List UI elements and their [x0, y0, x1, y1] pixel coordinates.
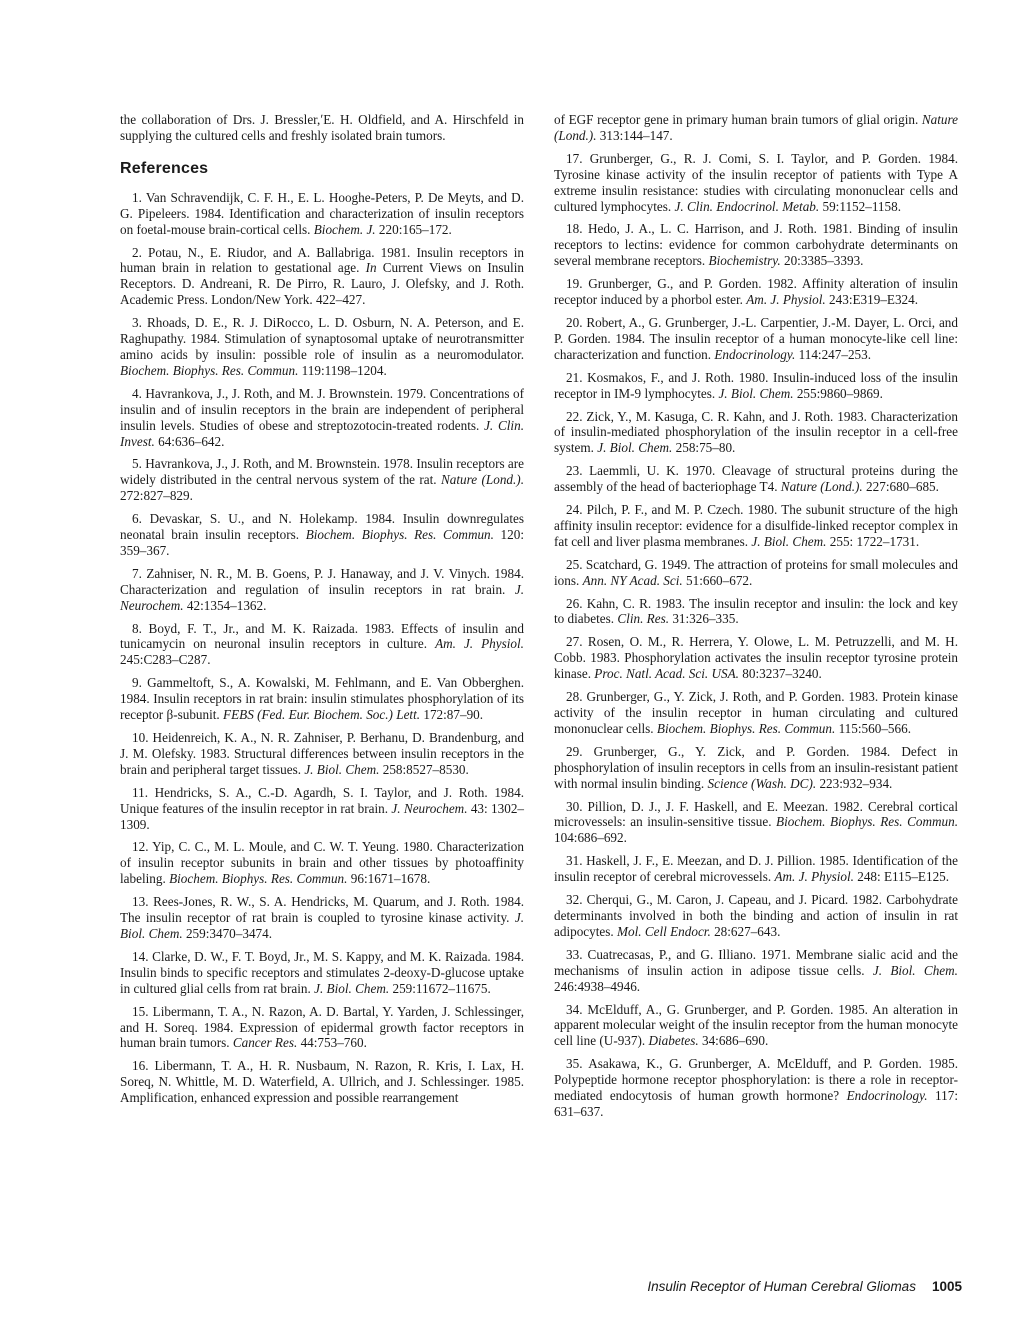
reference-text: 31. Haskell, J. F., E. Meezan, and D. J. Pillion. 1985. Identification of the insulin receptor of cerebral microvessels. — [554, 853, 958, 885]
reference-citation: 44:753–760. — [297, 1035, 367, 1051]
reference-text: 23. Laemmli, U. K. 1970. Cleavage of structural proteins during the assembly of the head of bacteriophage T4. — [554, 463, 958, 495]
reference-journal: Ann. NY Acad. Sci. — [582, 572, 683, 588]
reference-item — [554, 634, 958, 682]
reference-item — [554, 1002, 958, 1050]
reference-item — [120, 456, 524, 504]
reference-citation: 246:4938–4946. — [554, 978, 641, 994]
reference-citation: 115:560–566. — [835, 720, 911, 736]
reference-item — [120, 245, 524, 309]
reference-citation: 42:1354–1362. — [183, 597, 267, 613]
reference-journal: J. Biol. Chem. — [751, 533, 827, 549]
reference-text: 22. Zick, Y., M. Kasuga, C. R. Kahn, and J. Roth. 1983. Characterization of insulin-mediated phosphorylation of the insulin receptor in a cell-free system. — [554, 408, 958, 456]
reference-text: 4. Havrankova, J., J. Roth, and M. J. Brownstein. 1979. Concentrations of insulin and of insulin receptors in the brain are independent of peripheral insulin levels. Studies of obese and streptozotocin-treated rodents. — [120, 385, 524, 433]
reference-text: 34. McElduff, A., G. Grunberger, and P. Gorden. 1985. An alteration in apparent molecular weight of the insulin receptor from the human monocyte cell line (U-937). — [554, 1001, 958, 1049]
running-title: Insulin Receptor of Human Cerebral Gliomas — [647, 1279, 916, 1294]
reference-text: 3. Rhoads, D. E., R. J. DiRocco, L. D. Osburn, N. A. Peterson, and E. Raghupathy. 1984. Stimulation of synaptosomal uptake of neurotransmitter amino acids by insulin: possible role of insulin as a neuromodulator. — [120, 315, 524, 362]
page-number: 1005 — [931, 1279, 962, 1294]
reference-item — [554, 557, 958, 589]
reference-text: 35. Asakawa, K., G. Grunberger, A. McElduff, and P. Gorden. 1985. Polypeptide hormone receptor phosphorylation: is there a role in receptor-mediated endocytosis of human growth hormone? — [554, 1056, 958, 1104]
reference-journal: J. Neurochem. — [120, 581, 524, 613]
left-column — [120, 112, 524, 1113]
reference-text: 27. Rosen, O. M., R. Herrera, Y. Olowe, L. M. Petruzzelli, and M. H. Cobb. 1983. Phosphorylation activates the insulin receptor tyrosine protein kinase. — [554, 634, 958, 682]
reference-journal: Biochem. J. — [313, 221, 376, 237]
reference-journal: Biochem. Biophys. Res. Commun. — [656, 720, 836, 736]
reference-journal: Proc. Natl. Acad. Sci. USA. — [594, 666, 739, 682]
reference-journal: Nature (Lond.). — [780, 479, 863, 495]
reference-citation: 31:326–335. — [669, 611, 739, 627]
reference-item — [120, 949, 524, 997]
reference-journal: Biochemistry. — [708, 253, 781, 269]
reference-citation: 20:3385–3393. — [780, 253, 864, 269]
reference-item — [120, 511, 524, 559]
reference-item — [120, 621, 524, 669]
reference-citation: 243:E319–E324. — [825, 292, 919, 308]
reference-citation: 114:247–253. — [795, 346, 872, 362]
reference-text: 11. Hendricks, S. A., C.-D. Agardh, S. I. Taylor, and J. Roth. 1984. Unique features of the insulin receptor in rat brain. — [120, 784, 524, 816]
reference-citation: 245:C283–C287. — [120, 652, 211, 668]
reference-citation: 248: E115–E125. — [853, 869, 950, 885]
reference-text: 5. Havrankova, J., J. Roth, and M. Brownstein. 1978. Insulin receptors are widely distributed in the central nervous system of the rat. — [120, 456, 524, 488]
reference-citation: 64:636–642. — [154, 433, 225, 449]
reference-citation: 272:827–829. — [120, 488, 193, 504]
reference-journal: Endocrinology. — [714, 346, 796, 362]
section-heading: References — [120, 159, 209, 177]
reference-citation: Current Views on Insulin Receptors. D. Andreani, R. De Pirro, R. Lauro, J. Olefsky, and J. Roth. Academic Press. London/New York. 422–427. — [120, 260, 524, 308]
reference-text: 29. Grunberger, G., Y. Zick, and P. Gorden. 1984. Defect in phosphorylation of insulin receptors in cells from an insulin-resistant patient with normal insulin binding. — [554, 743, 958, 791]
reference-item — [554, 409, 958, 457]
reference-journal: Diabetes. — [648, 1033, 699, 1049]
reference-citation: 117: 631–637. — [554, 1088, 958, 1119]
reference-text: 8. Boyd, F. T., Jr., and M. K. Raizada. 1983. Effects of insulin and tunicamycin on neuronal insulin receptors in culture. — [120, 620, 524, 652]
reference-journal: J. Neurochem. — [391, 800, 468, 816]
reference-citation: 255:9860–9869. — [793, 385, 883, 401]
reference-citation: 255: 1722–1731. — [826, 533, 920, 549]
reference-journal: Nature (Lond.). — [440, 472, 524, 488]
reference-citation: 220:165–172. — [375, 221, 452, 237]
reference-text: 6. Devaskar, S. U., and N. Holekamp. 1984. Insulin downregulates neonatal brain insulin receptors. — [120, 511, 524, 543]
reference-item — [554, 744, 958, 792]
reference-citation: 96:1671–1678. — [347, 871, 431, 887]
reference-journal: Mol. Cell Endocr. — [617, 923, 711, 939]
reference-journal: Biochem. Biophys. Res. Commun. — [305, 527, 494, 543]
reference-text: 24. Pilch, P. F., and M. P. Czech. 1980. The subunit structure of the high affinity insulin receptor: evidence for a disulfide-linked receptor complex in fat cell and liver plasma membranes. — [554, 502, 958, 549]
reference-item — [120, 1058, 524, 1106]
reference-text: 32. Cherqui, G., M. Caron, J. Capeau, and J. Picard. 1982. Carbohydrate determinants involved in both the binding and action of insulin in rat adipocytes. — [554, 892, 958, 939]
reference-citation: 258:75–80. — [672, 440, 736, 456]
reference-journal: Am. J. Physiol. — [774, 869, 854, 885]
reference-journal: J. Biol. Chem. — [872, 962, 958, 978]
reference-item — [554, 151, 958, 215]
reference-item — [120, 839, 524, 887]
intro-paragraph: the collaboration of Drs. J. Bressler,ʹE. H. Oldfield, and A. Hirschfeld in supplying the cultured cells and freshly isolated brain tumors. — [120, 112, 524, 143]
reference-citation: 223:932–934. — [816, 775, 893, 791]
reference-text: 18. Hedo, J. A., L. C. Harrison, and J. Roth. 1981. Binding of insulin receptors to lectins: evidence for common carbohydrate determinants on several membrane receptors. — [554, 221, 958, 269]
reference-journal: J. Biol. Chem. — [314, 980, 390, 996]
reference-journal: Biochem. Biophys. Res. Commun. — [120, 362, 299, 378]
reference-item — [554, 502, 958, 550]
reference-journal: J. Clin. Invest. — [120, 417, 524, 449]
reference-text: 33. Cuatrecasas, P., and G. Illiano. 1971. Membrane sialic acid and the mechanisms of insulin action in adipose tissue cells. — [554, 946, 958, 978]
reference-citation: 172:87–90. — [420, 707, 484, 723]
reference-item — [554, 370, 958, 402]
reference-text: 12. Yip, C. C., M. L. Moule, and C. W. T. Yeung. 1980. Characterization of insulin receptor subunits in brain and other tissues by photoaffinity labeling. — [120, 839, 524, 887]
reference-text: 28. Grunberger, G., Y. Zick, J. Roth, and P. Gorden. 1983. Protein kinase activity of the insulin receptor in human circulating and cultured mononuclear cells. — [554, 689, 958, 736]
reference-journal: J. Biol. Chem. — [120, 910, 524, 941]
reference-citation: 59:1152–1158. — [819, 198, 901, 214]
reference-journal: Endocrinology. — [846, 1088, 928, 1104]
reference-text: 30. Pillion, D. J., J. F. Haskell, and E. Meezan. 1982. Cerebral cortical microvessels: an insulin-sensitive tissue. — [554, 798, 958, 830]
reference-journal: In — [365, 260, 377, 276]
reference-item — [120, 675, 524, 723]
reference-citation: 258:8527–8530. — [379, 761, 469, 777]
reference-item — [554, 689, 958, 737]
reference-text: of EGF receptor gene in primary human brain tumors of glial origin. — [554, 112, 922, 127]
reference-journal: J. Biol. Chem. — [304, 761, 380, 777]
reference-item — [554, 892, 958, 940]
reference-journal: Biochem. Biophys. Res. Commun. — [169, 871, 348, 887]
reference-journal: J. Biol. Chem. — [597, 440, 673, 456]
left-reference-list — [120, 190, 524, 1106]
reference-item — [120, 315, 524, 379]
reference-text: 26. Kahn, C. R. 1983. The insulin receptor and insulin: the lock and key to diabetes. — [554, 595, 958, 627]
reference-journal: Am. J. Physiol. — [746, 292, 826, 308]
reference-text: 2. Potau, N., E. Riudor, and A. Ballabriga. 1981. Insulin receptors in human brain in relation to gestational age. — [120, 244, 524, 276]
reference-journal: J. Clin. Endocrinol. Metab. — [674, 198, 820, 214]
reference-journal: Clin. Res. — [617, 611, 670, 627]
reference-item — [120, 785, 524, 833]
reference-citation: 34:686–690. — [698, 1033, 769, 1049]
reference-citation: 227:680–685. — [862, 479, 939, 495]
reference-item — [554, 463, 958, 495]
reference-item — [554, 276, 958, 308]
reference-text: 15. Libermann, T. A., N. Razon, A. D. Bartal, Y. Yarden, J. Schlessinger, and H. Soreq. 1984. Expression of epidermal growth factor receptors in human brain tumors. — [120, 1003, 524, 1051]
reference-item — [120, 730, 524, 778]
reference-item — [120, 566, 524, 614]
reference-journal: J. Biol. Chem. — [718, 385, 794, 401]
reference-citation: 313:144–147. — [596, 127, 673, 143]
reference-journal: Biochem. Biophys. Res. Commun. — [776, 814, 958, 830]
reference-item — [554, 1056, 958, 1120]
page-footer — [647, 1278, 962, 1296]
reference-item — [554, 799, 958, 847]
reference-item — [554, 947, 958, 995]
right-column — [554, 112, 958, 1127]
reference-item — [120, 894, 524, 942]
reference-citation: 119:1198–1204. — [298, 362, 387, 378]
reference-citation: 120: 359–367. — [120, 527, 524, 558]
reference-citation: 259:3470–3474. — [182, 925, 273, 941]
reference-citation: 104:686–692. — [554, 830, 627, 846]
reference-item — [554, 596, 958, 628]
reference-journal: Am. J. Physiol. — [435, 636, 524, 652]
reference-journal: Cancer Res. — [232, 1035, 298, 1051]
reference-text: 21. Kosmakos, F., and J. Roth. 1980. Insulin-induced loss of the insulin receptor in IM-9 lymphocytes. — [554, 369, 958, 401]
reference-citation: 43: 1302–1309. — [120, 800, 525, 832]
reference-item — [120, 1004, 524, 1052]
reference-journal: Nature (Lond.). — [554, 112, 958, 143]
reference-item — [120, 386, 524, 450]
reference-text: 10. Heidenreich, K. A., N. R. Zahniser, P. Berhanu, D. Brandenburg, and J. M. Olefsky. 1983. Structural differences between insulin receptors in the brain and peripheral target tissues. — [120, 730, 524, 777]
reference-text: 14. Clarke, D. W., F. T. Boyd, Jr., M. S. Kappy, and M. K. Raizada. 1984. Insulin binds to specific receptors and stimulates 2-deoxy-D-glucose uptake in cultured glial cells from rat brain. — [120, 948, 524, 996]
reference-text: 9. Gammeltoft, S., A. Kowalski, M. Fehlmann, and E. Van Obberghen. 1984. Insulin receptors in rat brain: insulin stimulates phosphorylation of its receptor β-subunit. — [120, 675, 524, 723]
reference-citation: 259:11672–11675. — [389, 980, 491, 996]
reference-journal: Science (Wash. DC). — [707, 775, 817, 791]
reference-text: 17. Grunberger, G., R. J. Comi, S. I. Taylor, and P. Gorden. 1984. Tyrosine kinase activity of the insulin receptor of patients with Type A extreme insulin resistance: studies with circulating mononuclear cells and cultured lymphocytes. — [554, 150, 958, 214]
reference-text: 7. Zahniser, N. R., M. B. Goens, P. J. Hanaway, and J. V. Vinych. 1984. Characterization and regulation of insulin receptors in rat brain. — [120, 565, 524, 597]
reference-text: 1. Van Schravendijk, C. F. H., E. L. Hooghe-Peters, P. De Meyts, and D. G. Pipeleers. 1984. Identification and characterization of insulin receptors on foetal-mouse brain-cortical cells. — [120, 189, 524, 237]
reference-item — [120, 190, 524, 238]
reference-citation: 80:3237–3240. — [738, 666, 822, 682]
reference-text: 20. Robert, A., G. Grunberger, J.-L. Carpentier, J.-M. Dayer, L. Orci, and P. Gorden. 1984. The insulin receptor of a human monocyte-like cell line: characterization and function. — [554, 314, 958, 362]
reference-item — [554, 853, 958, 885]
reference-journal: FEBS (Fed. Eur. Biochem. Soc.) Lett. — [223, 707, 421, 723]
reference-item — [554, 315, 958, 363]
reference-text: 13. Rees-Jones, R. W., S. A. Hendricks, M. Quarum, and J. Roth. 1984. The insulin receptor of rat brain is coupled to tyrosine kinase activity. — [120, 894, 524, 926]
reference-item — [554, 221, 958, 269]
reference-text: 19. Grunberger, G., and P. Gorden. 1982. Affinity alteration of insulin receptor induced by a phorbol ester. — [554, 276, 958, 308]
reference-text: 25. Scatchard, G. 1949. The attraction of proteins for small molecules and ions. — [554, 556, 958, 588]
right-reference-list — [554, 151, 958, 1120]
reference-continuation — [554, 112, 958, 144]
reference-text: 16. Libermann, T. A., H. R. Nusbaum, N. Razon, R. Kris, I. Lax, H. Soreq, N. Whittle, M. D. Waterfield, A. Ullrich, and J. Schlessinger. 1985. Amplification, enhanced expression and possible rearrangement — [120, 1058, 524, 1106]
reference-citation: 28:627–643. — [710, 923, 781, 939]
reference-citation: 51:660–672. — [682, 572, 753, 588]
